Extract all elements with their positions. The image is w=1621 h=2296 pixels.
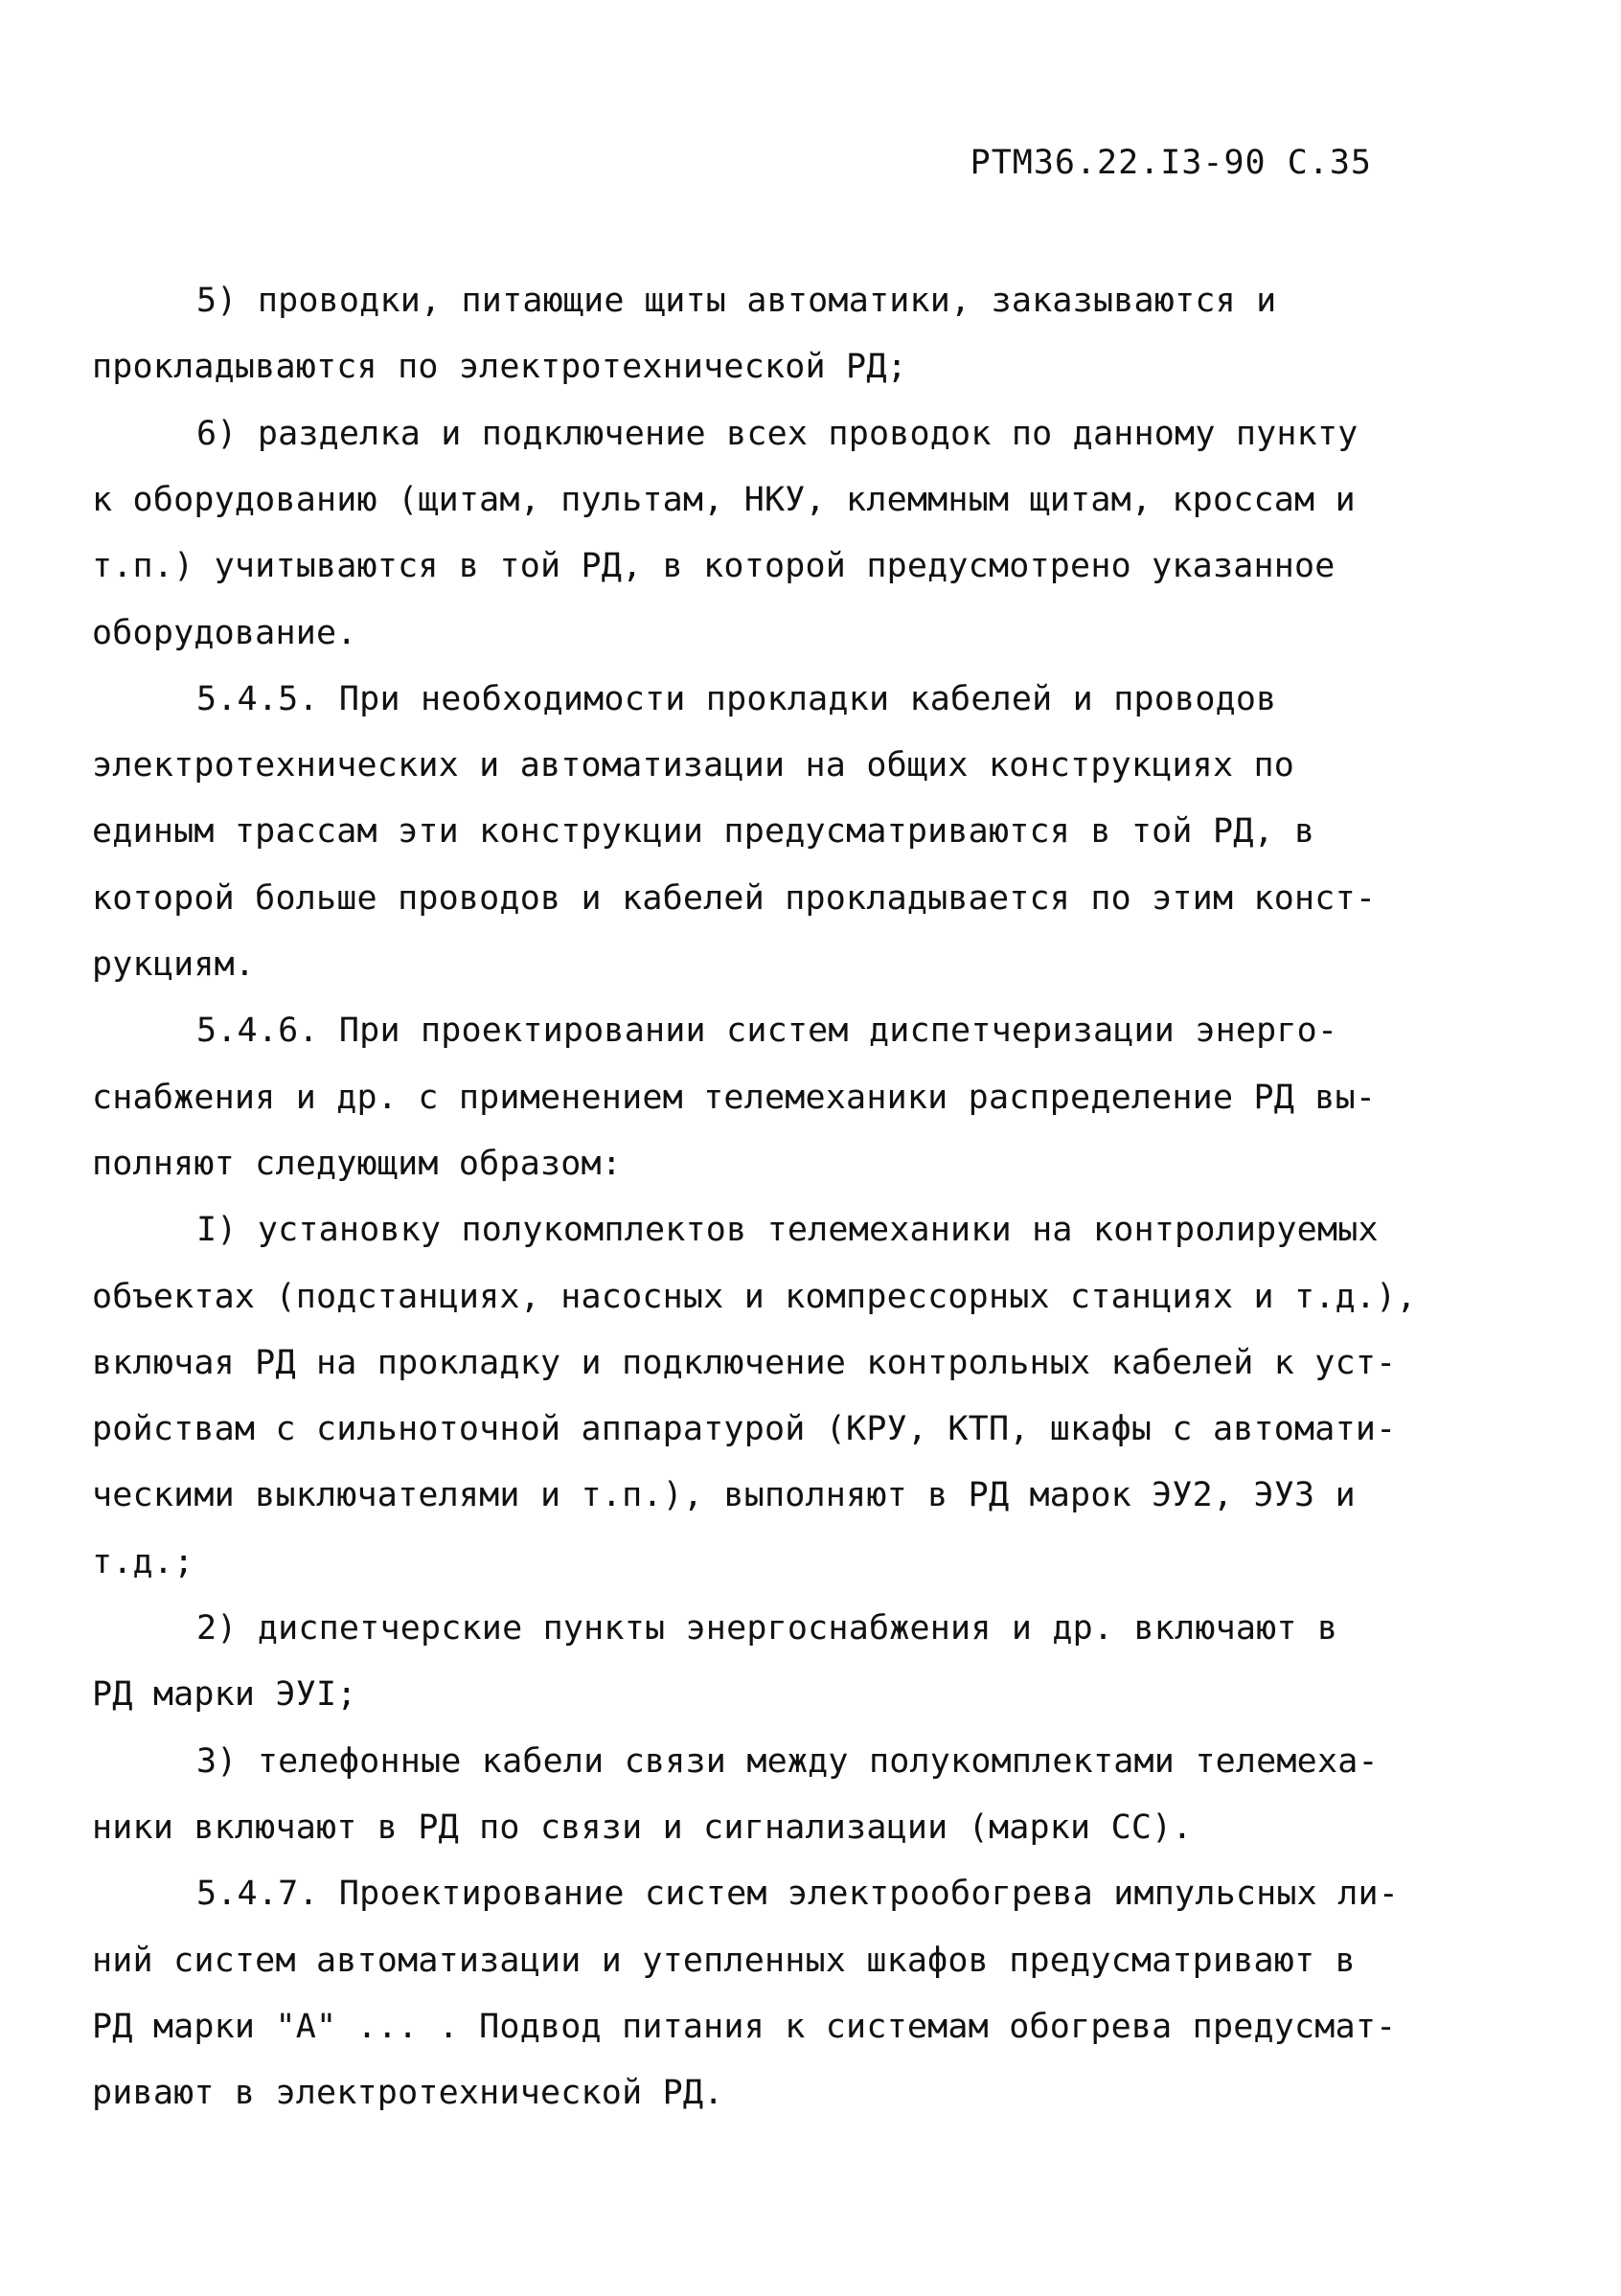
text-line: включая РД на прокладку и подключение контрольных кабелей к уст-	[92, 1344, 1397, 1382]
text-line: т.д.;	[92, 1543, 194, 1581]
text-line: 2) диспетчерские пункты энергоснабжения и др. включают в	[196, 1609, 1338, 1648]
text-line: РД марки "А" ... . Подвод питания к системам обогрева предусмат-	[92, 2008, 1397, 2046]
text-line: I) установку полукомплектов телемеханики на контролируемых	[196, 1211, 1379, 1249]
text-line: полняют следующим образом:	[92, 1145, 623, 1183]
text-line: 3) телефонные кабели связи между полукомплектами телемеха-	[196, 1742, 1379, 1781]
text-line: т.п.) учитываются в той РД, в которой предусмотрено указанное	[92, 547, 1336, 585]
text-line: 5.4.6. При проектировании систем диспетчеризации энерго-	[196, 1012, 1338, 1050]
text-line: ривают в электротехнической РД.	[92, 2074, 724, 2112]
text-line: ники включают в РД по связи и сигнализации (марки СС).	[92, 1808, 1193, 1847]
text-line: 5) проводки, питающие щиты автоматики, заказываются и	[196, 282, 1277, 320]
text-line: РД марки ЭУI;	[92, 1675, 357, 1714]
text-line: 6) разделка и подключение всех проводок по данному пункту	[196, 415, 1358, 453]
text-line: ройствам с сильноточной аппаратурой (КРУ, КТП, шкафы с автомати-	[92, 1410, 1397, 1448]
text-line: ний систем автоматизации и утепленных шкафов предусматривают в	[92, 1942, 1356, 1980]
text-line: которой больше проводов и кабелей прокладывается по этим конст-	[92, 879, 1377, 918]
text-line: 5.4.7. Проектирование систем электрообогрева импульсных ли-	[196, 1875, 1400, 1913]
text-line: электротехнических и автоматизации на общих конструкциях по	[92, 746, 1295, 784]
text-line: объектах (подстанциях, насосных и компрессорных станциях и т.д.),	[92, 1278, 1417, 1316]
text-line: прокладываются по электротехнической РД;	[92, 348, 907, 386]
text-line: 5.4.5. При необходимости прокладки кабелей и проводов	[196, 680, 1277, 718]
text-line: рукциям.	[92, 945, 256, 984]
text-line: оборудование.	[92, 614, 357, 652]
text-line: ческими выключателями и т.п.), выполняют в РД марок ЭУ2, ЭУЗ и	[92, 1476, 1356, 1514]
page-header: РТМ36.22.I3-90 С.35	[970, 144, 1372, 182]
text-line: к оборудованию (щитам, пультам, НКУ, клеммным щитам, кроссам и	[92, 481, 1356, 519]
text-line: единым трассам эти конструкции предусматриваются в той РД, в	[92, 812, 1315, 851]
text-line: снабжения и др. с применением телемеханики распределение РД вы-	[92, 1079, 1377, 1117]
